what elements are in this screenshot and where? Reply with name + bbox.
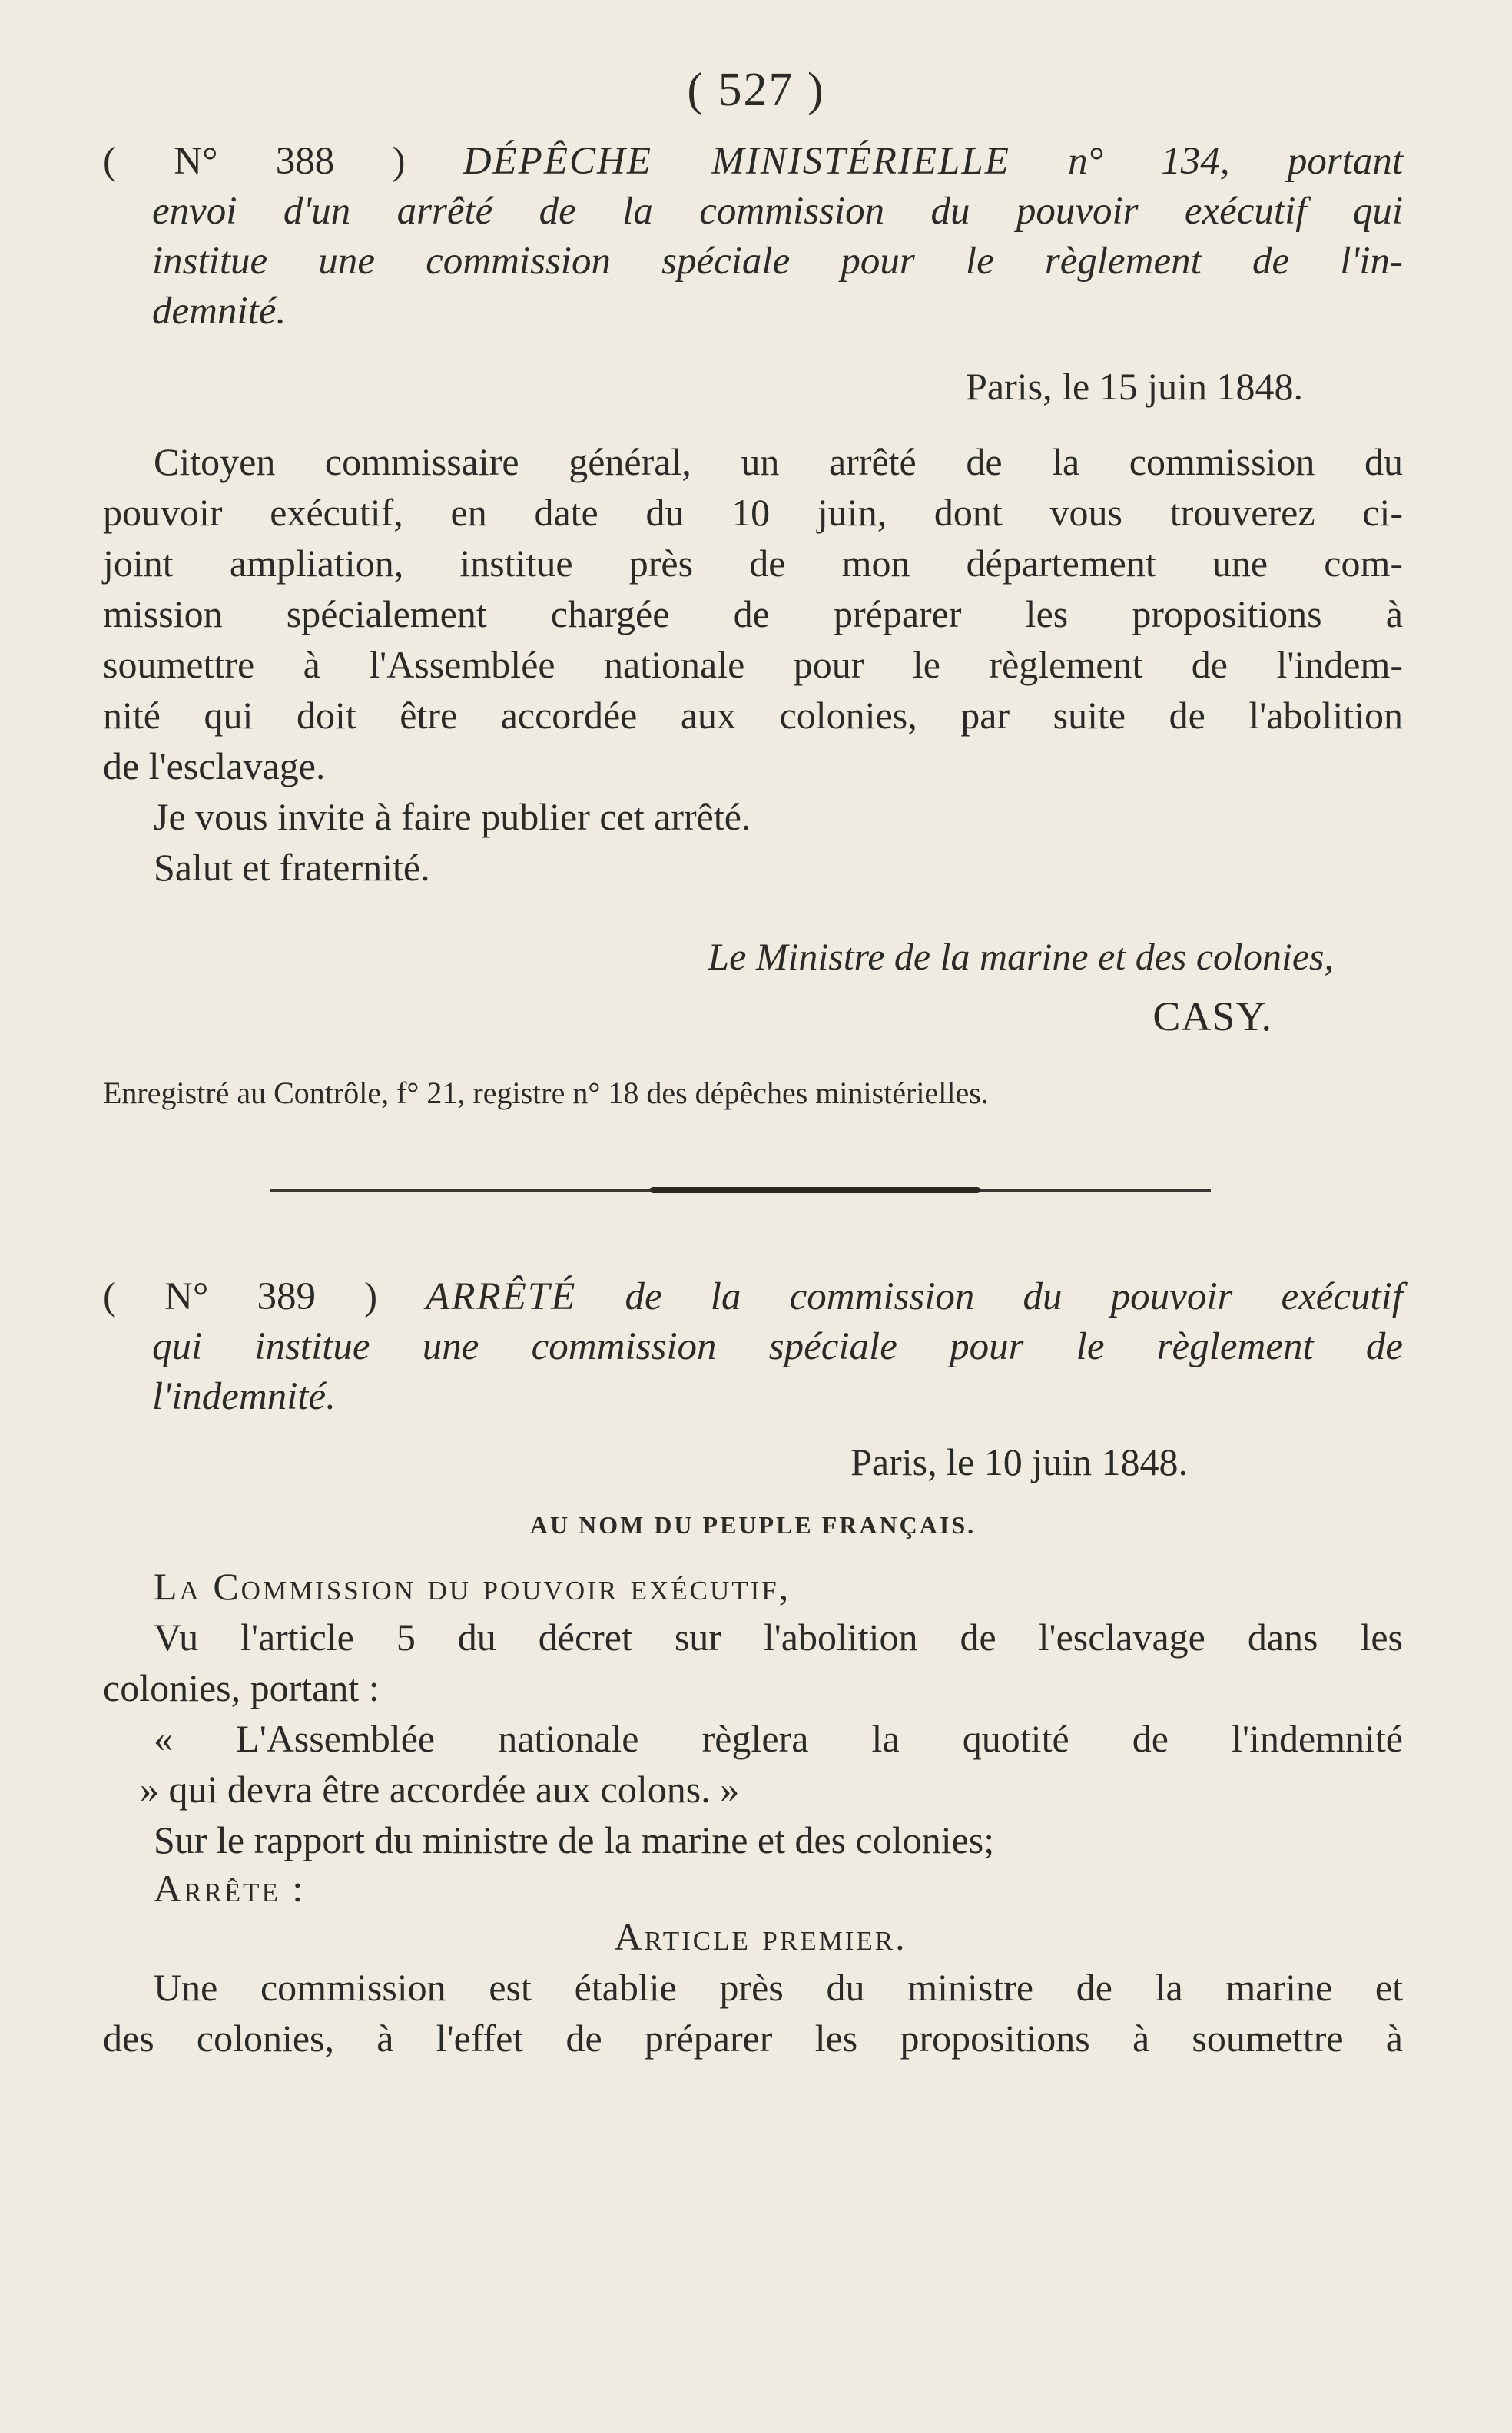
signature-title: Le Ministre de la marine et des colonies, — [708, 935, 1334, 978]
page-number: ( 527 ) — [687, 64, 825, 116]
body-line: pouvoir exécutif, en date du 10 juin, dont vous trouverez ci- — [103, 491, 1403, 534]
decree-heading — [103, 1272, 1403, 1422]
decree-body — [103, 1561, 1403, 2063]
body-line: joint ampliation, institue près de mon département une com- — [103, 542, 1403, 585]
commission-line: La Commission du pouvoir exécutif, — [154, 1565, 791, 1608]
dispatch-title-line: envoi d'un arrêté de la commission du pouvoir exécutif qui — [152, 190, 1403, 233]
body-line: de l'esclavage. — [103, 744, 326, 787]
quote-line: « L'Assemblée nationale règlera la quotité de l'indemnité — [154, 1717, 1403, 1760]
decree-dateline: Paris, le 10 juin 1848. — [850, 1440, 1188, 1483]
dispatch-title-rest: portant — [1287, 140, 1403, 183]
salut-line: Salut et fraternité. — [154, 846, 430, 889]
report-line: Sur le rapport du ministre de la marine et des colonies; — [154, 1818, 995, 1861]
body-line: nité qui doit être accordée aux colonies, par suite de l'abolition — [103, 694, 1403, 737]
body-line: Citoyen commissaire général, un arrêté de la commission du — [154, 440, 1403, 483]
article-heading: Article premier. — [614, 1915, 907, 1958]
considering-line: Vu l'article 5 du décret sur l'abolition de l'esclavage dans les — [154, 1616, 1403, 1659]
body-line: mission spécialement chargée de préparer les propositions à — [103, 592, 1403, 635]
preamble: AU NOM DU PEUPLE FRANÇAIS. — [529, 1511, 976, 1539]
dispatch-title-line: institue une commission spéciale pour le règlement de l'in- — [152, 240, 1403, 283]
dispatch-title-line: demnité. — [152, 290, 287, 333]
dispatch-title: DÉPÊCHE MINISTÉRIELLE — [463, 140, 1010, 183]
dispatch-body — [103, 436, 1403, 893]
dispatch-title-num: n° 134, — [1068, 140, 1230, 183]
considering-line: colonies, portant : — [103, 1666, 380, 1709]
decree-title-line: l'indemnité. — [152, 1375, 336, 1418]
decree-number: ( N° 389 ) — [103, 1275, 378, 1318]
quote-line: » qui devra être accordée aux colons. » — [140, 1768, 740, 1811]
decree-title: ARRÊTÉ — [426, 1275, 577, 1318]
signature-name: CASY. — [1152, 993, 1272, 1039]
dispatch-dateline: Paris, le 15 juin 1848. — [966, 365, 1303, 408]
invite-line: Je vous invite à faire publier cet arrêté. — [154, 795, 751, 838]
decree-title-line: qui institue une commission spéciale pour le règlement de — [152, 1325, 1403, 1368]
section-divider-ornament — [650, 1187, 980, 1193]
arrete-line: Arrête : — [154, 1867, 306, 1910]
dispatch-heading — [103, 137, 1403, 336]
dispatch-number: ( N° 388 ) — [103, 140, 406, 183]
registry-note: Enregistré au Contrôle, f° 21, registre n° 18 des dépêches ministérielles. — [103, 1076, 989, 1110]
article-line: Une commission est établie près du ministre de la marine et — [154, 1966, 1403, 2009]
article-line: des colonies, à l'effet de préparer les propositions à soumettre à — [103, 2017, 1403, 2060]
decree-title-rest: de la commission du pouvoir exécutif — [625, 1275, 1404, 1318]
body-line: soumettre à l'Assemblée nationale pour le règlement de l'indem- — [103, 643, 1403, 686]
